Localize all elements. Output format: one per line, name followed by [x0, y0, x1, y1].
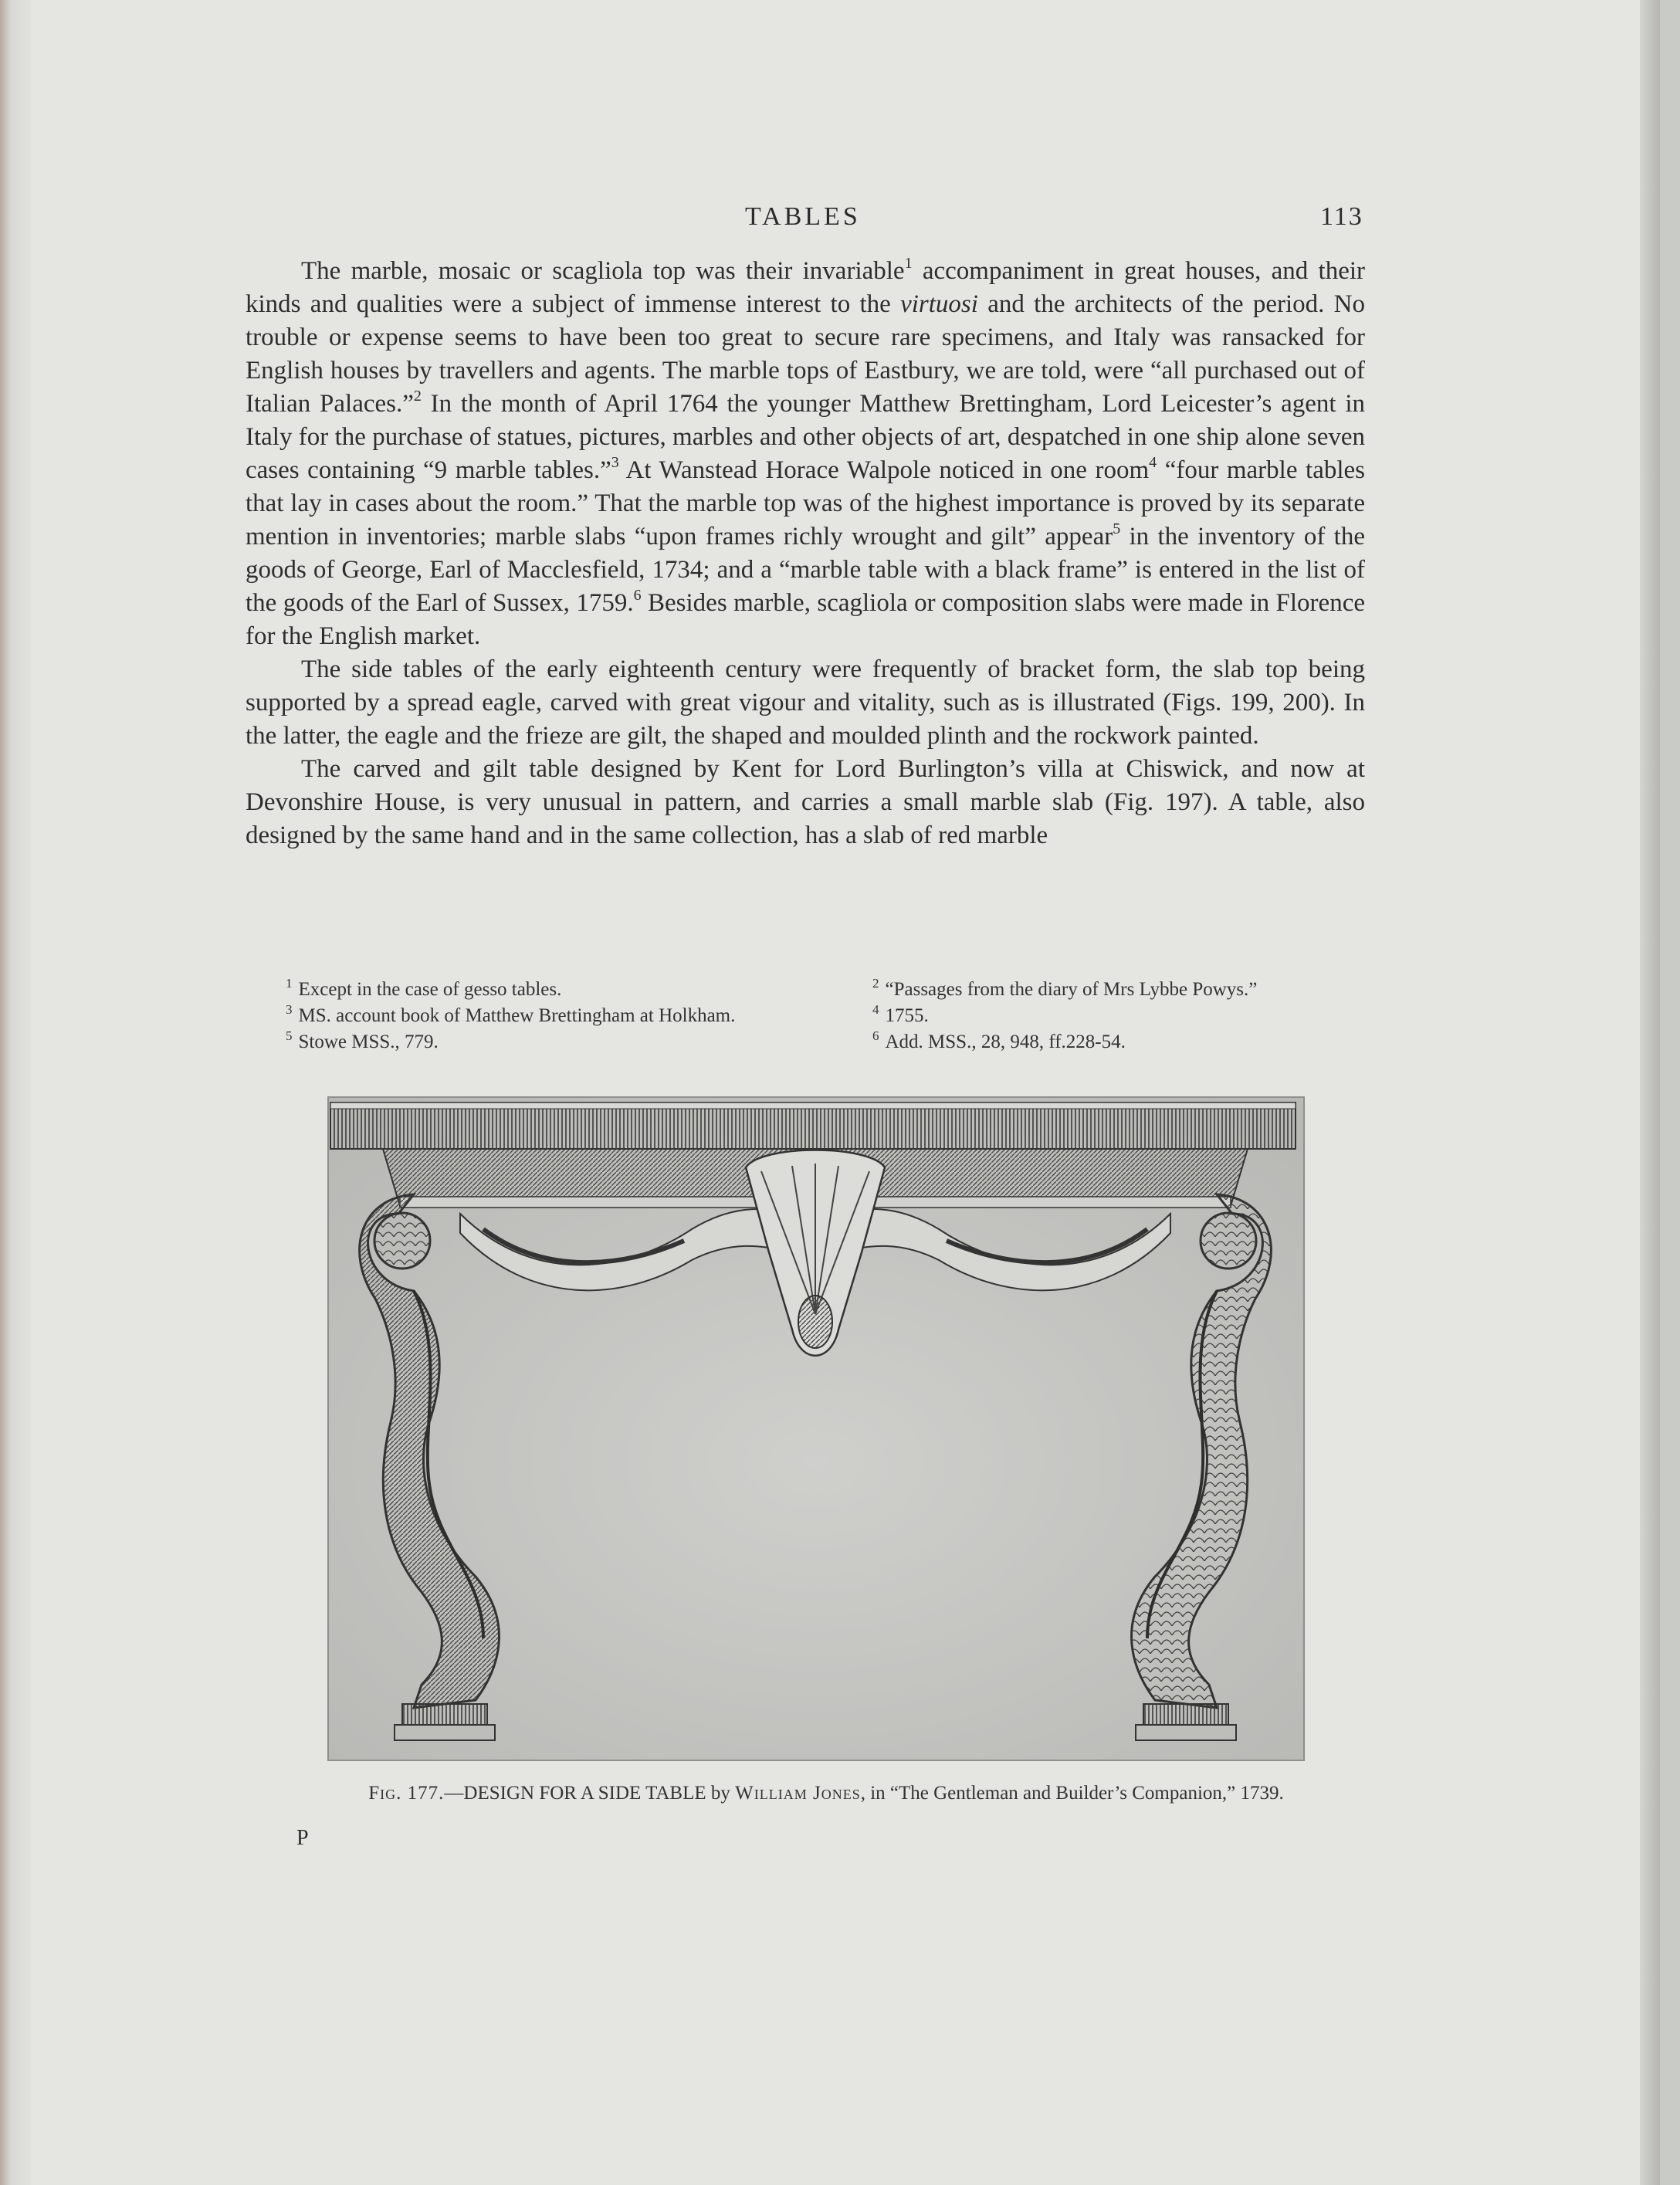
footnote-ref: 1	[904, 255, 913, 272]
text-span: “four marble tables that lay in cases about the room.” That the marble top was of the highest importance is proved by its separate mention in inventories; marble slabs “upon frames richly wrought and gilt” appear	[246, 456, 1366, 550]
footnote-text: 1755.	[885, 1005, 929, 1026]
text-span: Besides marble, scagliola or composition slabs were made in Florence for the English market.	[246, 589, 1365, 650]
text-span: accompaniment in great houses, and their kinds and qualities were a subject of immense interest to the	[246, 257, 1365, 318]
figure-author: William Jones	[735, 1783, 861, 1804]
footnote-number: 1	[286, 976, 293, 991]
page-number: 113	[1320, 202, 1363, 231]
text-span: in the inventory of the goods of George, Earl of Macclesfield, 1734; and a “marble table with a black frame” is entered in the list of the goods of the Earl of Sussex, 1759.	[246, 523, 1365, 617]
running-head: TABLES	[745, 202, 861, 231]
footnote-ref: 4	[1149, 454, 1157, 471]
footnote	[872, 1004, 1382, 1028]
page-edge	[1640, 0, 1660, 2185]
signature-mark: P	[296, 1826, 309, 1850]
footnote-text: “Passages from the diary of Mrs Lybbe Powys.”	[885, 979, 1258, 1000]
footnotes	[286, 977, 1382, 1055]
footnote-text: MS. account book of Matthew Brettingham at Holkham.	[298, 1005, 736, 1026]
body-text	[246, 255, 1365, 852]
paragraph-1	[246, 255, 1365, 653]
footnote	[286, 1030, 872, 1055]
text-span: In the month of April 1764 the younger Matthew Brettingham, Lord Leicester’s agent in Italy for the purchase of statues, pictures, marbles and other objects of art, despatched in one ship alone seven cases containing “9 marble tables.”	[246, 390, 1365, 484]
footnote-number: 2	[872, 976, 879, 991]
footnote	[872, 1030, 1382, 1055]
text-span: At Wanstead Horace Walpole noticed in one room	[618, 456, 1150, 484]
footnote-ref: 2	[413, 388, 422, 405]
book-gutter	[0, 0, 31, 2185]
footnote-number: 6	[872, 1028, 879, 1043]
side-table-engraving	[327, 1096, 1305, 1761]
footnote-number: 5	[286, 1028, 293, 1043]
side-table-illustration	[329, 1098, 1303, 1760]
text-span: The marble, mosaic or scagliola top was their invariable	[301, 257, 905, 285]
footnote-number: 4	[872, 1002, 879, 1017]
figure-number: Fig. 177.	[368, 1783, 445, 1804]
footnote	[872, 977, 1382, 1002]
footnote-number: 3	[286, 1002, 293, 1017]
paragraph-2: The side tables of the early eighteenth century were frequently of bracket form, the slab top being supported by a spread eagle, carved with great vigour and vitality, such as is illustrated (Figs. 199, 200). In the latter, the eagle and the frieze are gilt, the shaped and moulded plinth and the rockwork painted.	[246, 656, 1365, 750]
figure-caption	[355, 1780, 1297, 1806]
footnote	[286, 977, 872, 1002]
footnote-ref: 5	[1113, 520, 1121, 537]
footnote-text: Add. MSS., 28, 948, ff.228-54.	[885, 1032, 1126, 1052]
footnote-text: Stowe MSS., 779.	[298, 1032, 439, 1052]
footnote-ref: 3	[611, 454, 619, 471]
footnote	[286, 1004, 872, 1028]
caption-dash: —	[444, 1783, 464, 1804]
footnote-text: Except in the case of gesso tables.	[298, 979, 562, 1000]
footnote-ref: 6	[633, 587, 642, 604]
figure-title: DESIGN FOR A SIDE TABLE	[463, 1783, 706, 1804]
caption-source: , in “The Gentleman and Builder’s Companion,” 1739.	[860, 1783, 1284, 1804]
paragraph-3: The carved and gilt table designed by Kent for Lord Burlington’s villa at Chiswick, and now at Devonshire House, is very unusual in pattern, and carries a small marble slab (Fig. 197). A table, also designed by the same hand and in the same collection, has a slab of red marble	[246, 755, 1365, 849]
caption-by: by	[706, 1783, 736, 1804]
text-span: and the architects of the period. No trouble or expense seems to have been too great to secure rare specimens, and Italy was ransacked for English houses by travellers and agents. The marble tops of Eastbury, we are told, were “all purchased out of Italian Palaces.”	[246, 290, 1366, 418]
italic-term: virtuosi	[900, 290, 978, 318]
